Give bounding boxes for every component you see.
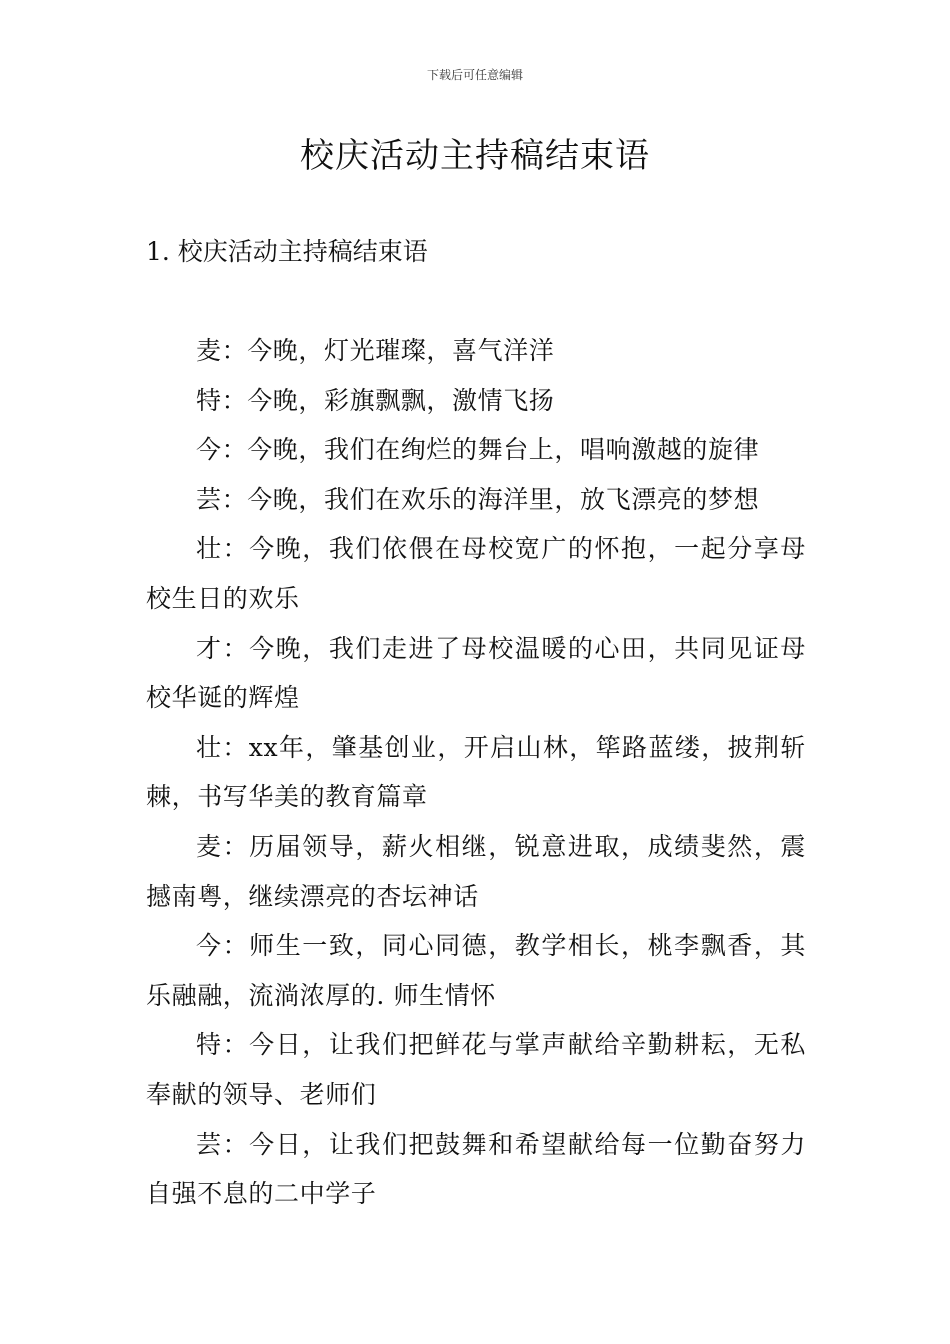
dialogue-paragraph: 特：今晚，彩旗飘飘，激情飞扬 (196, 385, 555, 415)
dialogue-paragraph: 芸：今晚，我们在欢乐的海洋里，放飞漂亮的梦想 (196, 484, 760, 514)
dialogue-paragraph: 才：今晚，我们走进了母校温暖的心田，共同见证母校华诞的辉煌 (146, 633, 806, 713)
dialogue-paragraph: 壮：今晚，我们依偎在母校宽广的怀抱，一起分享母校生日的欢乐 (146, 534, 806, 613)
dialogue-paragraph: 麦：历届领导，薪火相继，锐意进取，成绩斐然，震撼南粤，继续漂亮的杏坛神话 (146, 831, 806, 911)
dialogue-paragraph: 特：今日，让我们把鲜花与掌声献给辛勤耕耘，无私奉献的领导、老师们 (146, 1030, 806, 1109)
dialogue-paragraph: 今：师生一致，同心同德，教学相长，桃李飘香，其乐融融，流淌浓厚的. 师生情怀 (146, 931, 806, 1010)
dialogue-paragraph: 麦：今晚，灯光璀璨，喜气洋洋 (196, 336, 555, 365)
document-body (146, 326, 806, 1219)
dialogue-paragraph: 今：今晚，我们在绚烂的舞台上，唱响激越的旋律 (196, 435, 760, 465)
page-header-note: 下载后可任意编辑 (426, 68, 523, 82)
document-title: 校庆活动主持稿结束语 (300, 136, 650, 176)
dialogue-paragraph: 壮：xx年，肇基创业，开启山林，筚路蓝缕，披荆斩棘，书写华美的教育篇章 (146, 732, 806, 812)
section-heading: 1. 校庆活动主持稿结束语 (146, 237, 428, 266)
dialogue-paragraph: 芸：今日，让我们把鼓舞和希望献给每一位勤奋努力自强不息的二中学子 (146, 1129, 806, 1209)
